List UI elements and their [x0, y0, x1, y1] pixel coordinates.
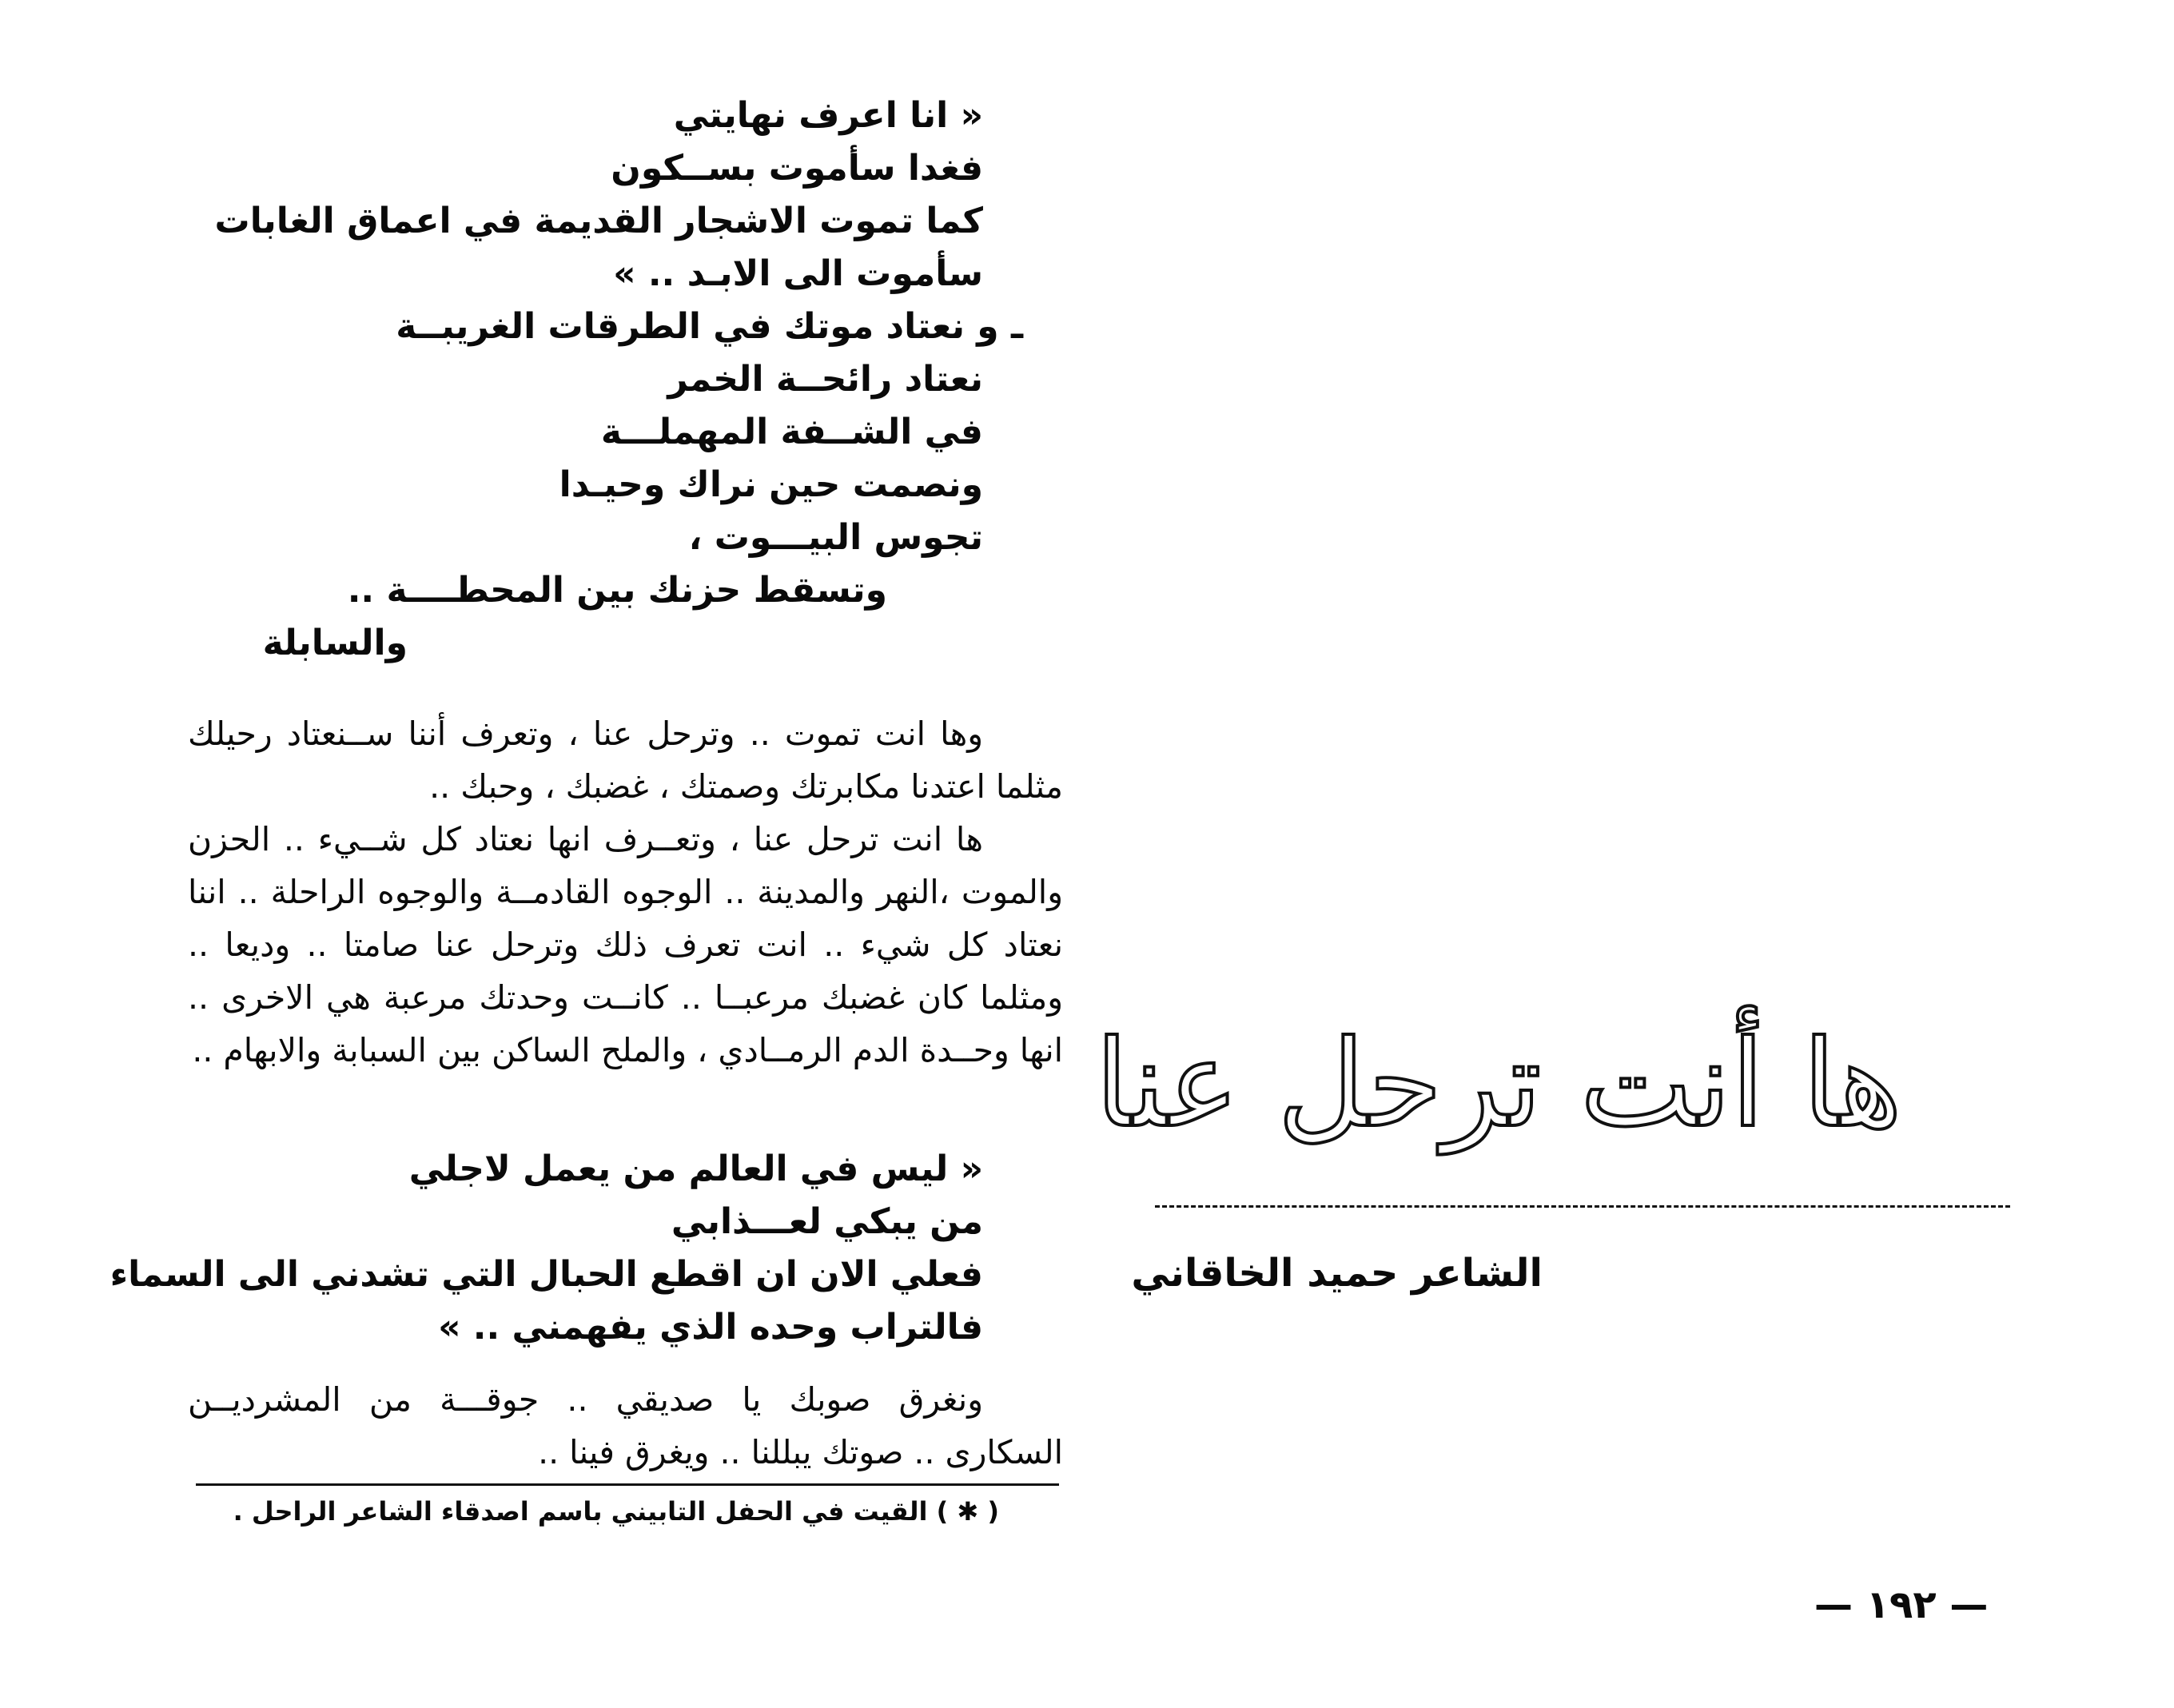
- prose-paragraph: وها انت تموت .. وترحل عنا ، وتعرف أننا ســنعتاد رحيلك مثلما اعتدنا مكابرتك وصمتك ، غضبك ، وحبك ..: [188, 715, 1063, 806]
- poem-line: كما تموت الاشجار القديمة في اعماق الغابات: [214, 201, 983, 241]
- poem-line: « انا اعرف نهايتي: [673, 95, 983, 136]
- poem-line: ـ و نعتاد موتك في الطرقات الغريبــة: [396, 306, 1023, 347]
- poem-line: فالتراب وحده الذي يفهمني .. »: [438, 1307, 983, 1348]
- prose-paragraph: ونغرق صوبك يا صديقي .. جوقـــة من المشرديــن السكارى .. صوتك يبللنا .. ويغرق فينا ..: [188, 1380, 1063, 1471]
- poem-line: والسابلة: [262, 623, 408, 663]
- poem-line: من يبكي لعـــذابي: [671, 1201, 983, 1242]
- poem-middle: [109, 1143, 983, 1354]
- title-rule: [1155, 1205, 2010, 1208]
- poem-line: فعلي الان ان اقطع الحبال التي تشدني الى السماء: [109, 1254, 983, 1295]
- prose-block-2: [188, 1373, 1063, 1479]
- poem-line: ونصمت حين نراك وحيـدا: [559, 464, 983, 505]
- poem-line: وتسقط حزنك بين المحطــــة ..: [347, 570, 887, 611]
- poem-line: تجوس البيـــوت ،: [688, 517, 983, 558]
- poem-title: ها أنت ترحل عنا: [1095, 1015, 1902, 1154]
- poem-line: فغدا سأموت بســكون: [611, 148, 983, 189]
- poem-top: [214, 90, 1023, 670]
- poem-line: سأموت الى الابـد .. »: [613, 253, 983, 294]
- poem-line: في الشــفة المهملـــة: [600, 412, 983, 452]
- poem-line: « ليس في العالم من يعمل لاجلي: [408, 1149, 983, 1189]
- page-number: — ١٩٢ —: [1814, 1583, 1989, 1627]
- footnote: ( ✱ ) القيت في الحفل التابيني باسم اصدقاء الشاعر الراحل .: [233, 1496, 999, 1527]
- footnote-rule: [196, 1483, 1059, 1486]
- author-name: الشاعر حميد الخاقاني: [1131, 1251, 1543, 1296]
- prose-block-1: [188, 707, 1063, 1077]
- poem-line: نعتاد رائحــة الخمر: [667, 359, 983, 400]
- prose-paragraph: ها انت ترحل عنا ، وتعــرف انها نعتاد كل شــيء .. الحزن والموت ،النهر والمدينة .. الوجوه القادمــة والوجوه الراحلة .. اننا نعتاد كل شيء .. انت تعرف ذلك وترحل عنا صامتا .. وديعا .. ومثلما كان غضبك مرعبــا .. كانــت وحدتك مرعبة هي الاخرى .. انها وحــدة الدم الرمــادي ، والملح الساكن بين السبابة والابهام ..: [188, 820, 1063, 1069]
